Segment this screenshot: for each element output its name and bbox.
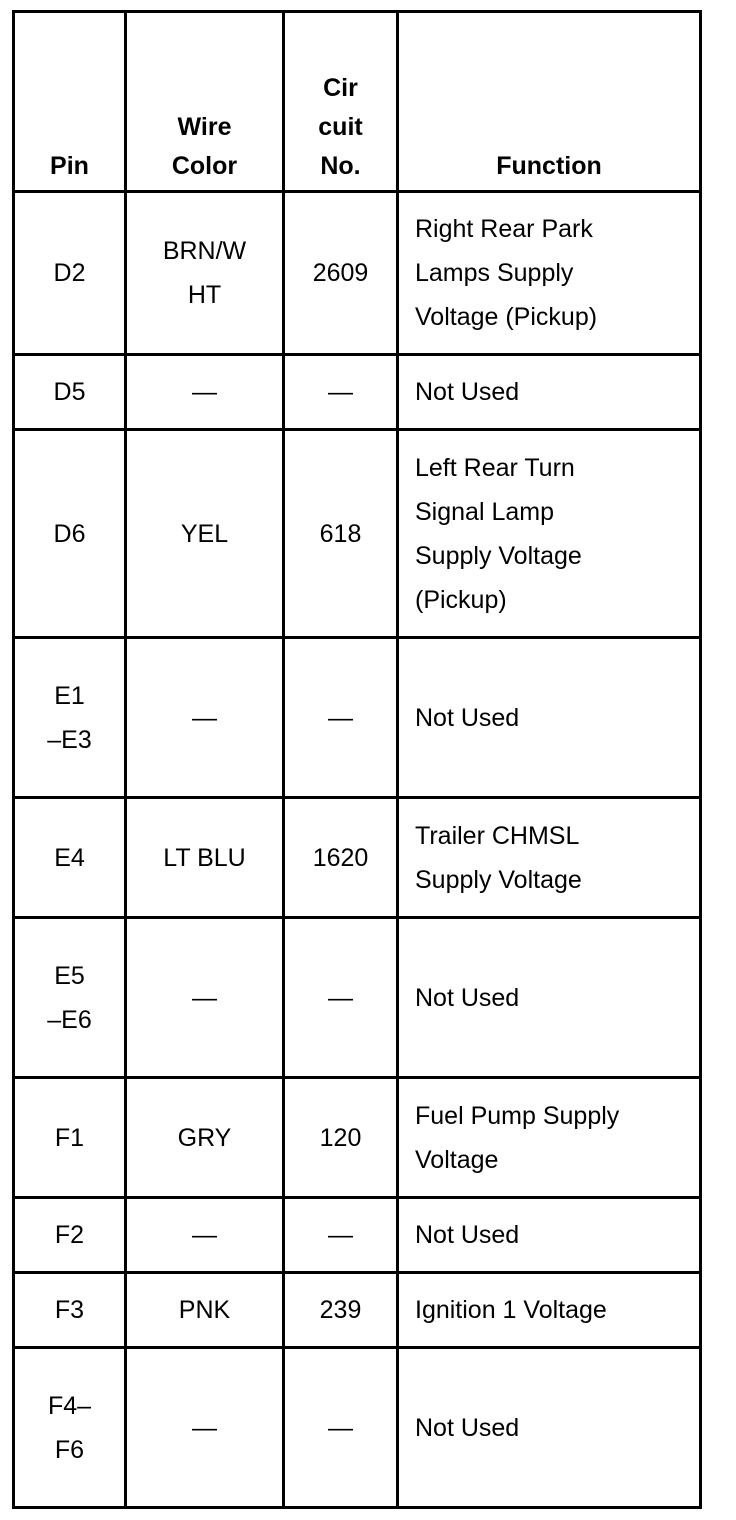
circuit-number-cell-text: — xyxy=(328,703,353,732)
circuit-number-cell-text: 1620 xyxy=(312,843,369,872)
function-cell-text: (Pickup) xyxy=(415,585,507,614)
pin-cell xyxy=(14,355,126,430)
wire-color-cell xyxy=(126,355,284,430)
function-cell-text: Trailer CHMSL xyxy=(415,821,580,850)
function-cell xyxy=(398,355,701,430)
circuit-number-cell-text: — xyxy=(328,1413,353,1442)
pin-cell xyxy=(14,192,126,355)
circuit-number-cell xyxy=(284,1078,398,1198)
wire-color-cell xyxy=(126,1273,284,1348)
pin-cell-text: E5 xyxy=(54,961,85,990)
table-body xyxy=(14,192,701,1508)
table-row xyxy=(14,918,701,1078)
wire-color-cell-text: LT BLU xyxy=(163,843,246,872)
wire-color-cell-text: YEL xyxy=(180,519,229,548)
pin-cell-text: D5 xyxy=(53,378,86,406)
header-row xyxy=(14,12,701,192)
wire-color-cell-text: — xyxy=(192,703,217,732)
function-cell xyxy=(398,638,701,798)
header-pin: Pin xyxy=(14,12,126,192)
table-row xyxy=(14,355,701,430)
circuit-number-cell xyxy=(284,192,398,355)
header-circuit-no: Cir cuit No. xyxy=(284,12,398,192)
circuit-number-cell-text: — xyxy=(328,378,353,406)
wire-color-cell-text: BRN/W xyxy=(162,237,247,265)
pin-cell-text: –E3 xyxy=(47,725,92,754)
table-row xyxy=(14,1198,701,1273)
wire-color-cell-text: — xyxy=(192,378,217,406)
wire-color-cell-text: — xyxy=(192,1413,217,1442)
pin-cell-text: –E6 xyxy=(47,1005,92,1034)
function-cell xyxy=(398,918,701,1078)
wire-color-cell xyxy=(126,1078,284,1198)
header-wire-color: Wire Color xyxy=(126,12,284,192)
wire-color-cell xyxy=(126,1198,284,1273)
pin-cell xyxy=(14,1198,126,1273)
pin-cell-text: F2 xyxy=(54,1221,85,1249)
table-row xyxy=(14,1348,701,1508)
circuit-number-cell-text: 120 xyxy=(319,1123,362,1152)
function-cell-text: Not Used xyxy=(415,703,520,732)
circuit-number-cell-text: 2609 xyxy=(312,259,369,287)
function-cell xyxy=(398,1078,701,1198)
wire-color-cell-text: PNK xyxy=(178,1296,231,1324)
circuit-number-cell xyxy=(284,355,398,430)
wire-color-cell-text: — xyxy=(192,1221,217,1249)
function-cell-text: Not Used xyxy=(415,1413,520,1442)
wire-color-cell xyxy=(126,918,284,1078)
wire-color-cell xyxy=(126,1348,284,1508)
wire-color-cell-text: GRY xyxy=(177,1123,232,1152)
table-row xyxy=(14,192,701,355)
pin-cell xyxy=(14,1348,126,1508)
function-cell-text: Left Rear Turn xyxy=(415,453,575,482)
function-cell-text: Lamps Supply xyxy=(415,259,574,287)
pin-cell xyxy=(14,1078,126,1198)
pin-cell-text: F6 xyxy=(54,1435,85,1464)
circuit-number-cell xyxy=(284,1348,398,1508)
circuit-number-cell-text: 618 xyxy=(319,519,362,548)
circuit-number-cell xyxy=(284,798,398,918)
wire-color-cell xyxy=(126,192,284,355)
function-cell-text: Supply Voltage xyxy=(415,541,582,570)
function-cell-text: Voltage xyxy=(415,1145,499,1174)
circuit-number-cell xyxy=(284,430,398,638)
pin-cell-text: F1 xyxy=(54,1123,85,1152)
function-cell-text: Not Used xyxy=(415,1221,520,1249)
header-function: Function xyxy=(398,12,701,192)
circuit-number-cell xyxy=(284,1198,398,1273)
pin-cell-text: F3 xyxy=(54,1296,85,1324)
circuit-number-cell-text: — xyxy=(328,1221,353,1249)
function-cell xyxy=(398,798,701,918)
table-row xyxy=(14,1078,701,1198)
circuit-number-cell-text: — xyxy=(328,983,353,1012)
table-row xyxy=(14,430,701,638)
pin-cell-text: E4 xyxy=(54,843,85,872)
function-cell xyxy=(398,192,701,355)
table-row xyxy=(14,1273,701,1348)
function-cell-text: Not Used xyxy=(415,983,520,1012)
function-cell-text: Fuel Pump Supply xyxy=(415,1101,620,1130)
pin-cell xyxy=(14,1273,126,1348)
function-cell-text: Signal Lamp xyxy=(415,497,554,526)
circuit-number-cell xyxy=(284,1273,398,1348)
wire-color-cell xyxy=(126,430,284,638)
pin-cell-text: E1 xyxy=(54,681,85,710)
function-cell xyxy=(398,1273,701,1348)
wire-color-cell-text: HT xyxy=(187,281,222,309)
pin-cell xyxy=(14,430,126,638)
wire-color-cell xyxy=(126,638,284,798)
function-cell xyxy=(398,1198,701,1273)
function-cell xyxy=(398,430,701,638)
function-cell-text: Not Used xyxy=(415,378,520,406)
connector-pinout-table xyxy=(12,10,702,1509)
pin-cell-text: D2 xyxy=(53,259,86,287)
pin-cell xyxy=(14,638,126,798)
function-cell-text: Supply Voltage xyxy=(415,865,582,894)
pin-cell-text: F4– xyxy=(47,1391,92,1420)
table-row xyxy=(14,638,701,798)
table-row xyxy=(14,798,701,918)
function-cell-text: Right Rear Park xyxy=(415,215,593,243)
function-cell xyxy=(398,1348,701,1508)
function-cell-text: Ignition 1 Voltage xyxy=(415,1296,607,1324)
pin-cell xyxy=(14,918,126,1078)
circuit-number-cell-text: 239 xyxy=(319,1296,362,1324)
pin-cell-text: D6 xyxy=(53,519,86,548)
wire-color-cell xyxy=(126,798,284,918)
circuit-number-cell xyxy=(284,918,398,1078)
wire-color-cell-text: — xyxy=(192,983,217,1012)
function-cell-text: Voltage (Pickup) xyxy=(415,303,598,331)
pin-cell xyxy=(14,798,126,918)
circuit-number-cell xyxy=(284,638,398,798)
